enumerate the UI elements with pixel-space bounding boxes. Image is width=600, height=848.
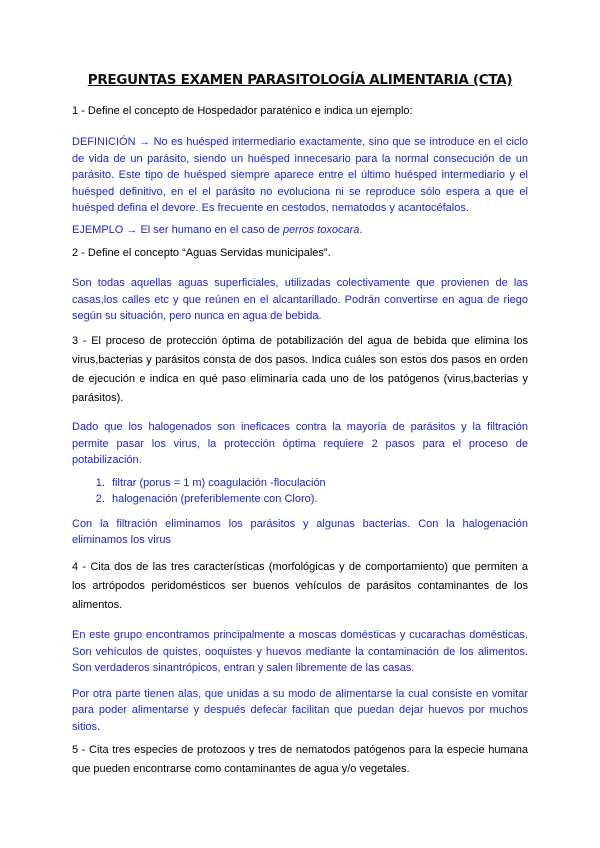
step-item: 1. filtrar (porus = 1 m) coagulación -floculación xyxy=(108,475,528,492)
answer-4: En este grupo encontramos principalmente a moscas domésticas y cucarachas domésticas. Son vehículos de quistes, ooquistes y huevos mediante la contaminación de los alimentos. Son verdaderos sinantrópicos, entran y salen libremente de las casas. xyxy=(72,629,528,675)
question-5: 5 - Cita tres especies de protozoos y tres de nematodos patógenos para la especie humana que pueden encontrarse como contaminantes de agua y/o vegetales. xyxy=(72,744,528,776)
answer-2: Son todas aquellas aguas superficiales, utilizadas colectivamente que provienen de las casas,los calles etc y que reúnen en el alcantarillado. Podrán convertirse en agua de riego según su situación, pero nunca en agua de bebida. xyxy=(72,277,528,323)
answer-4-continued: Por otra parte tienen alas, que unidas a su modo de alimentarse la cual consiste en vomitar para poder alimentarse y después defecar facilitan que puedan dejar huevos por muchos sitios. xyxy=(72,687,528,733)
step-item: 2. halogenación (preferiblemente con Cloro). xyxy=(108,491,528,508)
question-1: 1 - Define el concepto de Hospedador paraténico e indica un ejemplo: xyxy=(72,105,413,117)
question-4: 4 - Cita dos de las tres características (morfológicas y de comportamiento) que permiten a los artrópodos peridomésticos ser buenos vehículos de parásitos contaminantes de los alimentos. xyxy=(72,560,528,611)
question-3: 3 - El proceso de protección óptima de potabilización del agua de bebida que elimina los virus,bacterias y parásitos consta de dos pasos. Indica cuáles son estos dos pasos en orden de ejecución e indica en qué paso eliminaría cada uno de los patógenos (virus,bacterias y parásitos). xyxy=(72,334,528,405)
answer-1-definition: DEFINICIÓN → No es huésped intermediario exactamente, sino que se introduce en el ciclo de vida de un parásito, siendo un huésped innecesario para la normal consecución de un parásito. Este tipo de huésped siempre aparece entre el último huésped intermediario y el huésped definitivo, en el el parásito no evoluciona ni se reproduce sólo espera a que el huésped defina el devore. Es frecuente en cestodos, nematodos y acantocéfalos. xyxy=(72,136,528,215)
page-title: PREGUNTAS EXAMEN PARASITOLOGÍA ALIMENTARIA (CTA) xyxy=(87,72,513,88)
answer-3-steps xyxy=(72,475,528,508)
example-prefix: EJEMPLO → El ser humano en el caso de xyxy=(72,223,283,236)
question-2: 2 - Define el concepto “Aguas Servidas municipales”. xyxy=(72,247,331,260)
answer-3: Dado que los halogenados son ineficaces contra la mayoría de parásitos y la filtración permite pasar los virus, la protección óptima requiere 2 pasos para el proceso de potabilización. xyxy=(72,421,528,467)
example-italic: perros toxocara xyxy=(282,223,360,236)
answer-1-example xyxy=(72,222,528,239)
example-suffix: . xyxy=(359,223,363,236)
answer-3-conclusion: Con la filtración eliminamos los parásitos y algunas bacterias. Con la halogenación eliminamos los virus xyxy=(72,517,528,547)
